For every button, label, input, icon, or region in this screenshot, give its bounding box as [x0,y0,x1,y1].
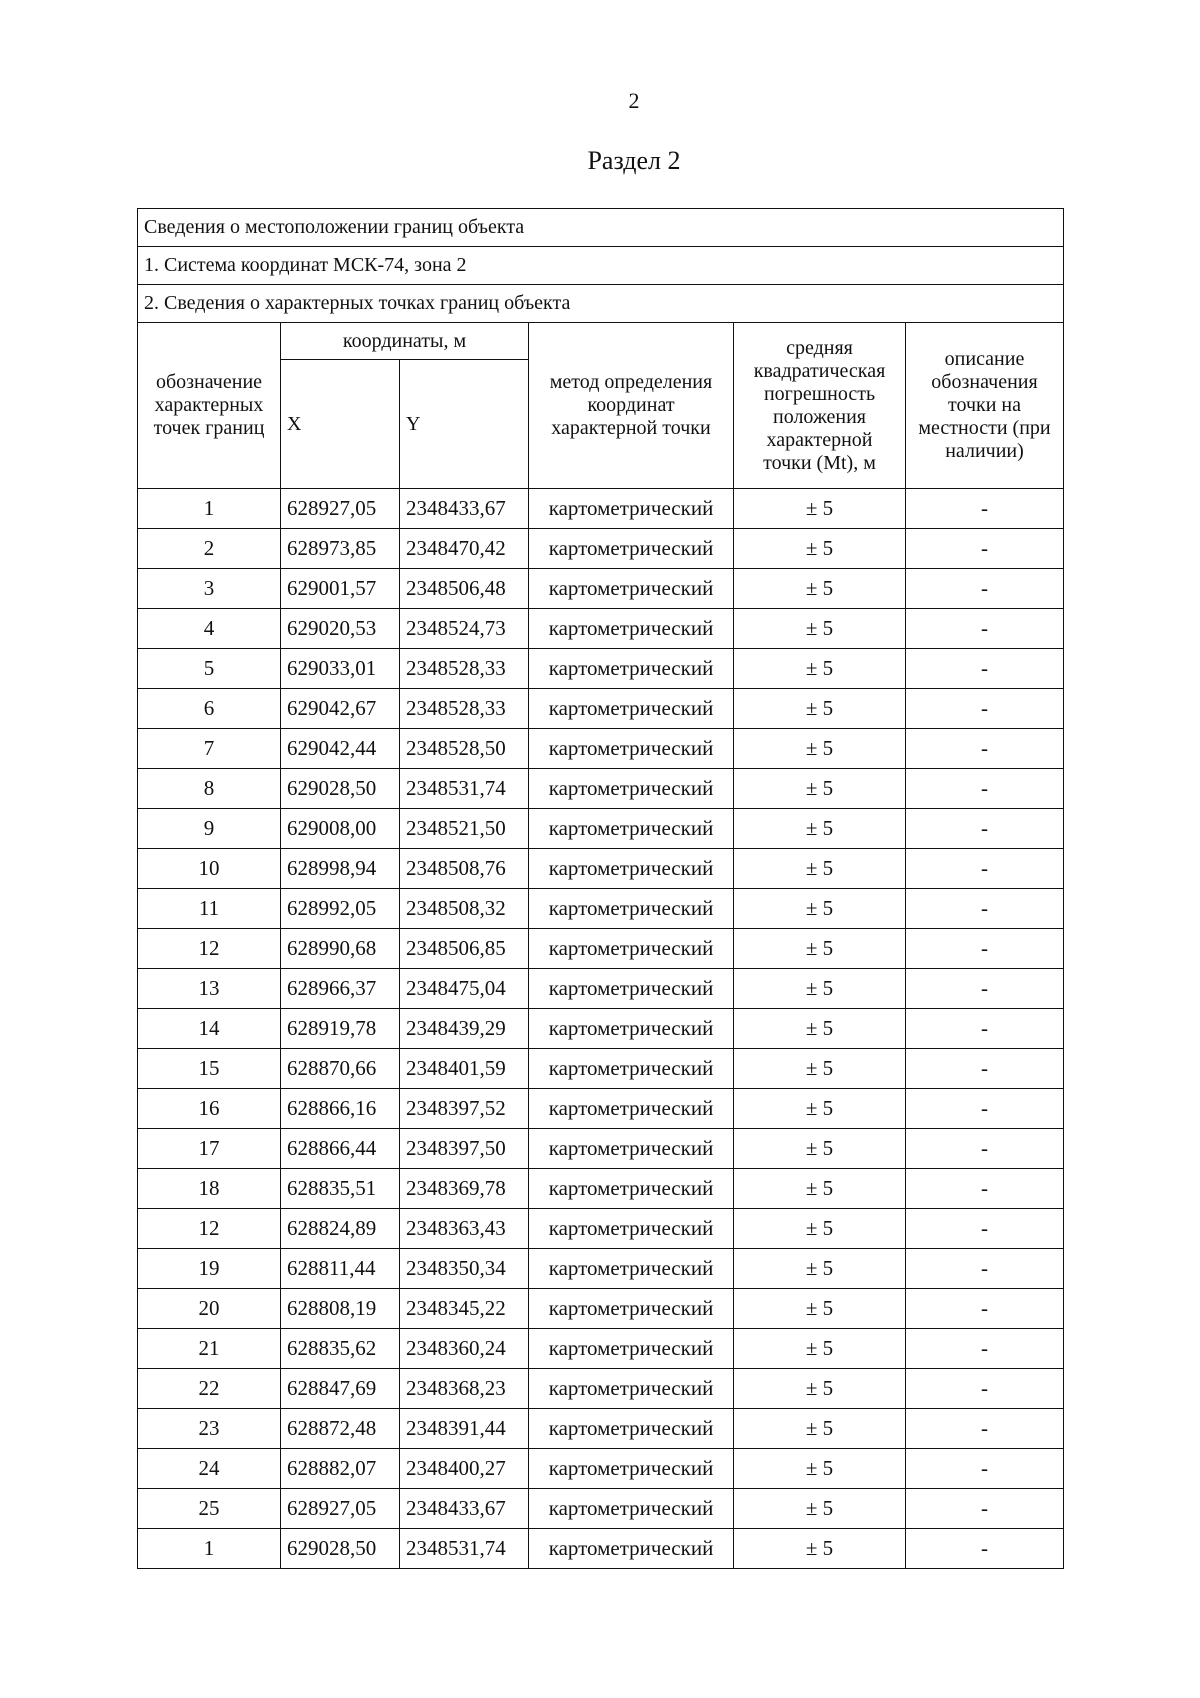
method-cell: картометрический [529,729,734,769]
error-cell: ± 5 [734,689,906,729]
method-cell: картометрический [529,689,734,729]
description-cell: - [906,969,1064,1009]
description-cell: - [906,649,1064,689]
point-number-cell: 8 [138,769,281,809]
y-coordinate-cell: 2348369,78 [400,1169,529,1209]
y-coordinate-cell: 2348368,23 [400,1369,529,1409]
description-cell: - [906,1449,1064,1489]
table-row [138,1089,1064,1129]
x-coordinate-cell: 628824,89 [281,1209,400,1249]
error-cell: ± 5 [734,969,906,1009]
error-cell: ± 5 [734,1049,906,1089]
point-number-cell: 14 [138,1009,281,1049]
point-number-cell: 12 [138,1209,281,1249]
table-row [138,689,1064,729]
table-row [138,1009,1064,1049]
point-number-cell: 20 [138,1289,281,1329]
error-cell: ± 5 [734,1449,906,1489]
y-coordinate-cell: 2348506,85 [400,929,529,969]
y-coordinate-cell: 2348433,67 [400,489,529,529]
method-cell: картометрический [529,609,734,649]
table-row [138,1169,1064,1209]
method-cell: картометрический [529,649,734,689]
point-number-cell: 1 [138,1529,281,1569]
description-cell: - [906,1049,1064,1089]
error-cell: ± 5 [734,1209,906,1249]
info-row-coordinate-system: 1. Система координат МСК-74, зона 2 [138,247,1064,285]
y-coordinate-cell: 2348528,33 [400,649,529,689]
table-row [138,1129,1064,1169]
table-row [138,729,1064,769]
point-number-cell: 10 [138,849,281,889]
description-cell: - [906,1089,1064,1129]
table-row [138,609,1064,649]
error-cell: ± 5 [734,1329,906,1369]
point-number-cell: 13 [138,969,281,1009]
x-coordinate-cell: 629028,50 [281,1529,400,1569]
method-cell: картометрический [529,489,734,529]
x-coordinate-cell: 628966,37 [281,969,400,1009]
y-coordinate-cell: 2348397,52 [400,1089,529,1129]
y-coordinate-cell: 2348350,34 [400,1249,529,1289]
method-cell: картометрический [529,969,734,1009]
table-row [138,889,1064,929]
x-coordinate-cell: 628990,68 [281,929,400,969]
description-cell: - [906,1129,1064,1169]
x-coordinate-cell: 628992,05 [281,889,400,929]
method-cell: картометрический [529,1329,734,1369]
method-cell: картометрический [529,889,734,929]
y-coordinate-cell: 2348528,50 [400,729,529,769]
description-cell: - [906,849,1064,889]
y-coordinate-cell: 2348360,24 [400,1329,529,1369]
table-row [138,969,1064,1009]
x-coordinate-cell: 629042,44 [281,729,400,769]
table-row [138,1049,1064,1089]
point-number-cell: 3 [138,569,281,609]
description-cell: - [906,1409,1064,1449]
description-cell: - [906,689,1064,729]
description-cell: - [906,1009,1064,1049]
y-coordinate-cell: 2348470,42 [400,529,529,569]
x-coordinate-cell: 628847,69 [281,1369,400,1409]
x-coordinate-cell: 628866,16 [281,1089,400,1129]
error-cell: ± 5 [734,729,906,769]
boundary-points-table [137,208,1064,1569]
point-number-cell: 12 [138,929,281,969]
description-cell: - [906,569,1064,609]
table-row [138,929,1064,969]
y-coordinate-cell: 2348506,48 [400,569,529,609]
description-cell: - [906,1489,1064,1529]
point-number-cell: 1 [138,489,281,529]
header-mean-square-error: средняя квадратическая погрешность положения характерной точки (Mt), м [734,323,906,489]
point-number-cell: 19 [138,1249,281,1289]
table-row [138,1529,1064,1569]
y-coordinate-cell: 2348391,44 [400,1409,529,1449]
point-number-cell: 24 [138,1449,281,1489]
description-cell: - [906,1289,1064,1329]
description-cell: - [906,809,1064,849]
y-coordinate-cell: 2348531,74 [400,769,529,809]
point-number-cell: 15 [138,1049,281,1089]
error-cell: ± 5 [734,569,906,609]
y-coordinate-cell: 2348528,33 [400,689,529,729]
y-coordinate-cell: 2348401,59 [400,1049,529,1089]
x-coordinate-cell: 629033,01 [281,649,400,689]
point-number-cell: 6 [138,689,281,729]
description-cell: - [906,1369,1064,1409]
method-cell: картометрический [529,769,734,809]
header-method: метод определения координат характерной точки [529,323,734,489]
table-row [138,1409,1064,1449]
point-number-cell: 23 [138,1409,281,1449]
table-row [138,569,1064,609]
x-coordinate-cell: 628835,51 [281,1169,400,1209]
info-row-characteristic-points: 2. Сведения о характерных точках границ объекта [138,285,1064,323]
y-coordinate-cell: 2348433,67 [400,1489,529,1529]
method-cell: картометрический [529,1449,734,1489]
method-cell: картометрический [529,529,734,569]
table-row [138,1449,1064,1489]
method-cell: картометрический [529,1249,734,1289]
y-coordinate-cell: 2348531,74 [400,1529,529,1569]
method-cell: картометрический [529,929,734,969]
point-number-cell: 4 [138,609,281,649]
error-cell: ± 5 [734,489,906,529]
description-cell: - [906,529,1064,569]
header-point-description: описание обозначения точки на местности (при наличии) [906,323,1064,489]
info-row-location: Сведения о местоположении границ объекта [138,209,1064,247]
method-cell: картометрический [529,1369,734,1409]
error-cell: ± 5 [734,1169,906,1209]
table-row [138,769,1064,809]
table-row [138,1329,1064,1369]
description-cell: - [906,1249,1064,1289]
point-number-cell: 17 [138,1129,281,1169]
x-coordinate-cell: 628927,05 [281,489,400,529]
table-row [138,809,1064,849]
page-number: 2 [628,88,640,113]
error-cell: ± 5 [734,1409,906,1449]
description-cell: - [906,1209,1064,1249]
method-cell: картометрический [529,569,734,609]
description-cell: - [906,609,1064,649]
method-cell: картометрический [529,1049,734,1089]
error-cell: ± 5 [734,1369,906,1409]
table-row [138,529,1064,569]
point-number-cell: 16 [138,1089,281,1129]
header-y: Y [400,360,529,489]
method-cell: картометрический [529,1129,734,1169]
table-row [138,849,1064,889]
error-cell: ± 5 [734,1009,906,1049]
y-coordinate-cell: 2348345,22 [400,1289,529,1329]
x-coordinate-cell: 628998,94 [281,849,400,889]
error-cell: ± 5 [734,849,906,889]
x-coordinate-cell: 628811,44 [281,1249,400,1289]
header-x: X [281,360,400,489]
y-coordinate-cell: 2348508,76 [400,849,529,889]
table-row [138,1289,1064,1329]
point-number-cell: 22 [138,1369,281,1409]
y-coordinate-cell: 2348363,43 [400,1209,529,1249]
header-point-designation: обозначение характерных точек границ [138,323,281,489]
error-cell: ± 5 [734,1249,906,1289]
y-coordinate-cell: 2348475,04 [400,969,529,1009]
method-cell: картометрический [529,1489,734,1529]
description-cell: - [906,489,1064,529]
section-title: Раздел 2 [587,146,681,175]
x-coordinate-cell: 628919,78 [281,1009,400,1049]
point-number-cell: 21 [138,1329,281,1369]
method-cell: картометрический [529,1209,734,1249]
x-coordinate-cell: 629001,57 [281,569,400,609]
point-number-cell: 25 [138,1489,281,1529]
y-coordinate-cell: 2348439,29 [400,1009,529,1049]
table-row [138,1249,1064,1289]
table-row [138,1489,1064,1529]
point-number-cell: 2 [138,529,281,569]
point-number-cell: 18 [138,1169,281,1209]
method-cell: картометрический [529,1169,734,1209]
error-cell: ± 5 [734,769,906,809]
point-number-cell: 11 [138,889,281,929]
method-cell: картометрический [529,809,734,849]
description-cell: - [906,1529,1064,1569]
method-cell: картометрический [529,1529,734,1569]
description-cell: - [906,889,1064,929]
x-coordinate-cell: 629042,67 [281,689,400,729]
description-cell: - [906,1169,1064,1209]
point-number-cell: 5 [138,649,281,689]
error-cell: ± 5 [734,1129,906,1169]
x-coordinate-cell: 628835,62 [281,1329,400,1369]
y-coordinate-cell: 2348400,27 [400,1449,529,1489]
error-cell: ± 5 [734,529,906,569]
error-cell: ± 5 [734,1489,906,1529]
error-cell: ± 5 [734,929,906,969]
error-cell: ± 5 [734,1289,906,1329]
method-cell: картометрический [529,849,734,889]
error-cell: ± 5 [734,609,906,649]
error-cell: ± 5 [734,649,906,689]
x-coordinate-cell: 628872,48 [281,1409,400,1449]
error-cell: ± 5 [734,1089,906,1129]
method-cell: картометрический [529,1089,734,1129]
y-coordinate-cell: 2348397,50 [400,1129,529,1169]
x-coordinate-cell: 628927,05 [281,1489,400,1529]
x-coordinate-cell: 628882,07 [281,1449,400,1489]
x-coordinate-cell: 629020,53 [281,609,400,649]
x-coordinate-cell: 628808,19 [281,1289,400,1329]
error-cell: ± 5 [734,1529,906,1569]
description-cell: - [906,729,1064,769]
method-cell: картометрический [529,1009,734,1049]
error-cell: ± 5 [734,889,906,929]
error-cell: ± 5 [734,809,906,849]
x-coordinate-cell: 629008,00 [281,809,400,849]
header-coordinates: координаты, м [281,323,529,360]
description-cell: - [906,1329,1064,1369]
y-coordinate-cell: 2348508,32 [400,889,529,929]
x-coordinate-cell: 628870,66 [281,1049,400,1089]
x-coordinate-cell: 628866,44 [281,1129,400,1169]
y-coordinate-cell: 2348521,50 [400,809,529,849]
x-coordinate-cell: 628973,85 [281,529,400,569]
table-row [138,1369,1064,1409]
table-row [138,649,1064,689]
point-number-cell: 9 [138,809,281,849]
x-coordinate-cell: 629028,50 [281,769,400,809]
table-row [138,489,1064,529]
method-cell: картометрический [529,1409,734,1449]
description-cell: - [906,929,1064,969]
method-cell: картометрический [529,1289,734,1329]
description-cell: - [906,769,1064,809]
y-coordinate-cell: 2348524,73 [400,609,529,649]
point-number-cell: 7 [138,729,281,769]
table-row [138,1209,1064,1249]
